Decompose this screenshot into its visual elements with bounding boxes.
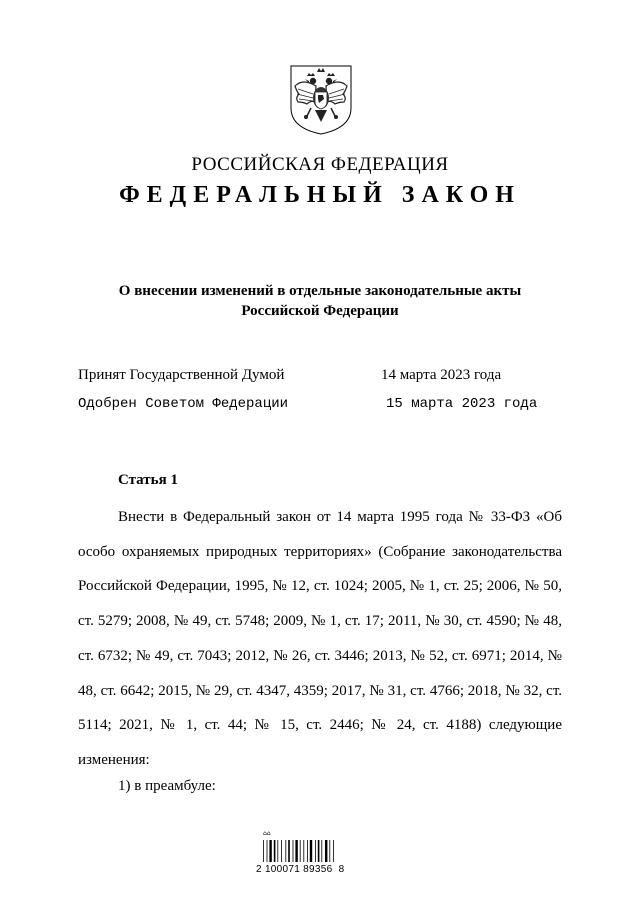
barcode-bar: [281, 840, 282, 862]
barcode-bar: [300, 840, 301, 862]
svg-text:⌂⌂: ⌂⌂: [263, 830, 271, 837]
adopted-date: 14 марта 2023 года: [381, 367, 502, 383]
russian-coat-of-arms-icon: [289, 64, 353, 136]
approved-date: 15 марта 2023 года: [386, 396, 538, 412]
barcode-bar: [295, 840, 297, 862]
barcode-bar: [285, 840, 286, 862]
law-type-title: ФЕДЕРАЛЬНЫЙ ЗАКОН: [119, 182, 521, 208]
barcode-bar: [303, 840, 304, 862]
law-subject-line-2: Российской Федерации: [241, 303, 399, 319]
barcode-number: 2 100071 89356 8: [256, 864, 345, 875]
adopted-label: Принят Государственной Думой: [78, 367, 285, 383]
barcode-bar: [267, 840, 268, 862]
barcode-bar: [263, 840, 264, 862]
barcode-bar: [329, 840, 330, 862]
barcode-bar: [307, 840, 308, 862]
law-subject: [0, 281, 640, 321]
approved-label: Одобрен Советом Федерации: [78, 396, 289, 412]
barcode-bar: [315, 840, 316, 862]
list-item: 1) в преамбуле:: [118, 778, 216, 794]
barcode-bar: [333, 840, 334, 862]
barcode-bar: [325, 840, 327, 862]
barcode-bar: [293, 840, 294, 862]
barcode-bar: [318, 840, 320, 862]
barcode-bar: [310, 840, 312, 862]
barcode-bar: [321, 840, 322, 862]
barcode-bar: [274, 840, 276, 862]
law-subject-line-1: О внесении изменений в отдельные законодательные акты: [118, 283, 522, 299]
barcode-bar: [288, 840, 290, 862]
article-paragraph: Внести в Федеральный закон от 14 марта 1995 года № 33-ФЗ «Об особо охраняемых природных территориях» (Собрание законодательства Российской Федерации, 1995, № 12, ст. 1024; 2005, № 1, ст. 25; 2006, № 50, ст. 5279; 2008, № 49, ст. 5748; 2009, № 1, ст. 17; 2011, № 30, ст. 4590; № 48, ст. 6732; № 49, ст. 7043; 2012, № 26, ст. 3446; 2013, № 52, ст. 6971; 2014, № 48, ст. 6642; 2015, № 29, ст. 4347, 4359; 2017, № 31, ст. 4766; 2018, № 32, ст. 5114; 2021, № 1, ст. 44; № 15, ст. 2446; № 24, ст. 4188) следующие изменения:: [78, 509, 562, 768]
article-heading: Статья 1: [118, 472, 178, 488]
barcode-bar: [269, 840, 271, 862]
barcode-bar: [277, 840, 278, 862]
country-name: РОССИЙСКАЯ ФЕДЕРАЦИЯ: [191, 154, 449, 175]
